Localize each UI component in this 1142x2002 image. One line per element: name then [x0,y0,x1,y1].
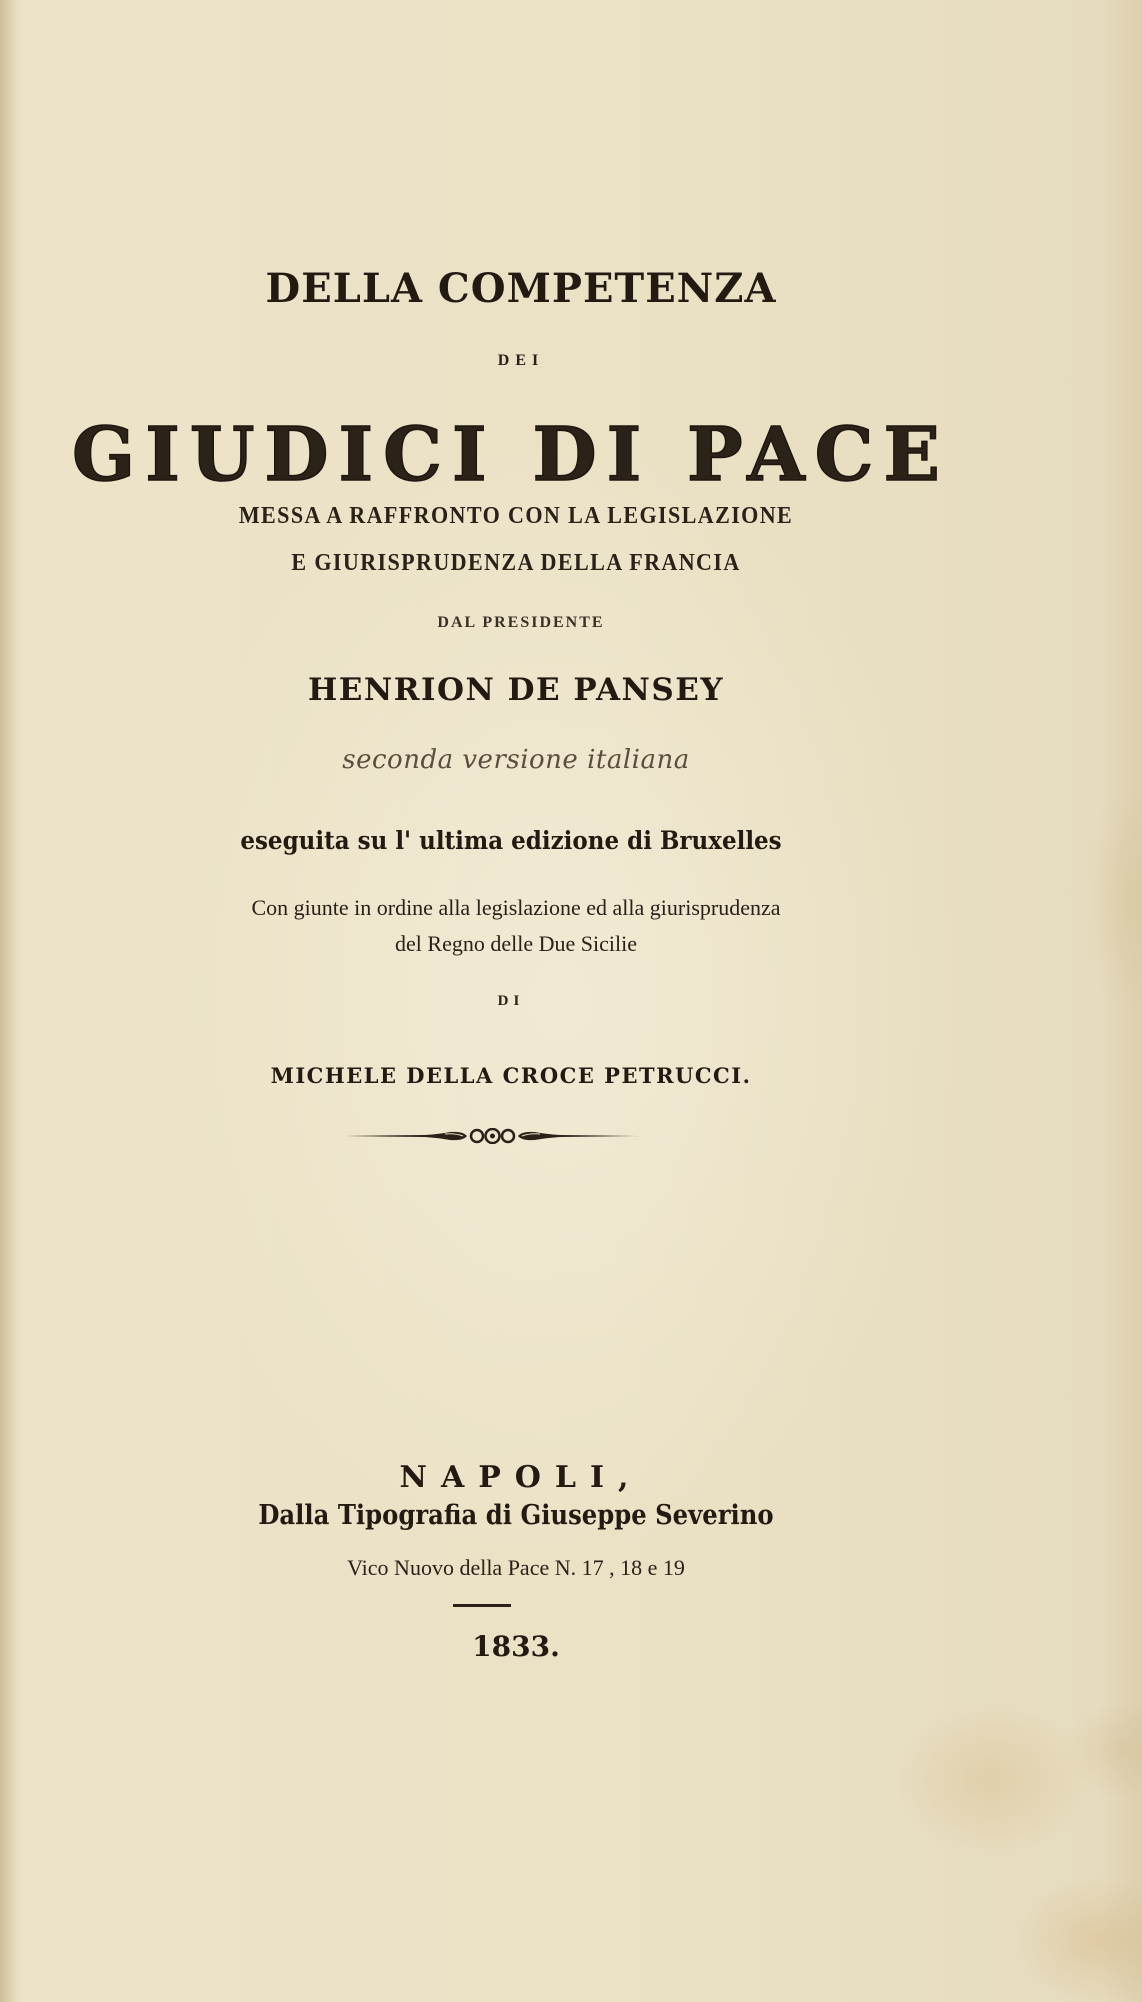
title-line-1: DELLA COMPETENZA [265,265,777,312]
imprint-year: 1833. [472,1630,560,1663]
author-prefix: DAL PRESIDENTE [437,614,605,631]
short-rule-divider [453,1604,511,1607]
connector-di: DI [497,993,525,1009]
subtitle-line-2: E GIURISPRUDENZA DELLA FRANCIA [291,550,741,576]
subtitle-line-1: MESSA A RAFFRONTO CON LA LEGISLAZIONE [238,503,794,529]
translator-name: MICHELE DELLA CROCE PETRUCCI. [270,1063,752,1088]
imprint-address: Vico Nuovo della Pace N. 17 , 18 e 19 [347,1555,685,1580]
source-edition: eseguita su l' ultima edizione di Bruxelles [240,826,782,855]
additions-line-1: Con giunte in ordine alla legislazione ed alla giurisprudenza [251,895,781,920]
title-line-2: GIUDICI DI PACE [72,412,950,498]
additions-line-2: del Regno delle Due Sicilie [395,931,637,956]
edition-note: seconda versione italiana [342,745,690,775]
imprint-printer: Dalla Tipografia di Giuseppe Severino [258,1500,774,1531]
connector-dei: DEI [497,352,545,369]
author-name: HENRION DE PANSEY [307,672,725,708]
ornamental-divider-icon [345,1128,640,1144]
imprint-city: NAPOLI, [399,1460,643,1495]
